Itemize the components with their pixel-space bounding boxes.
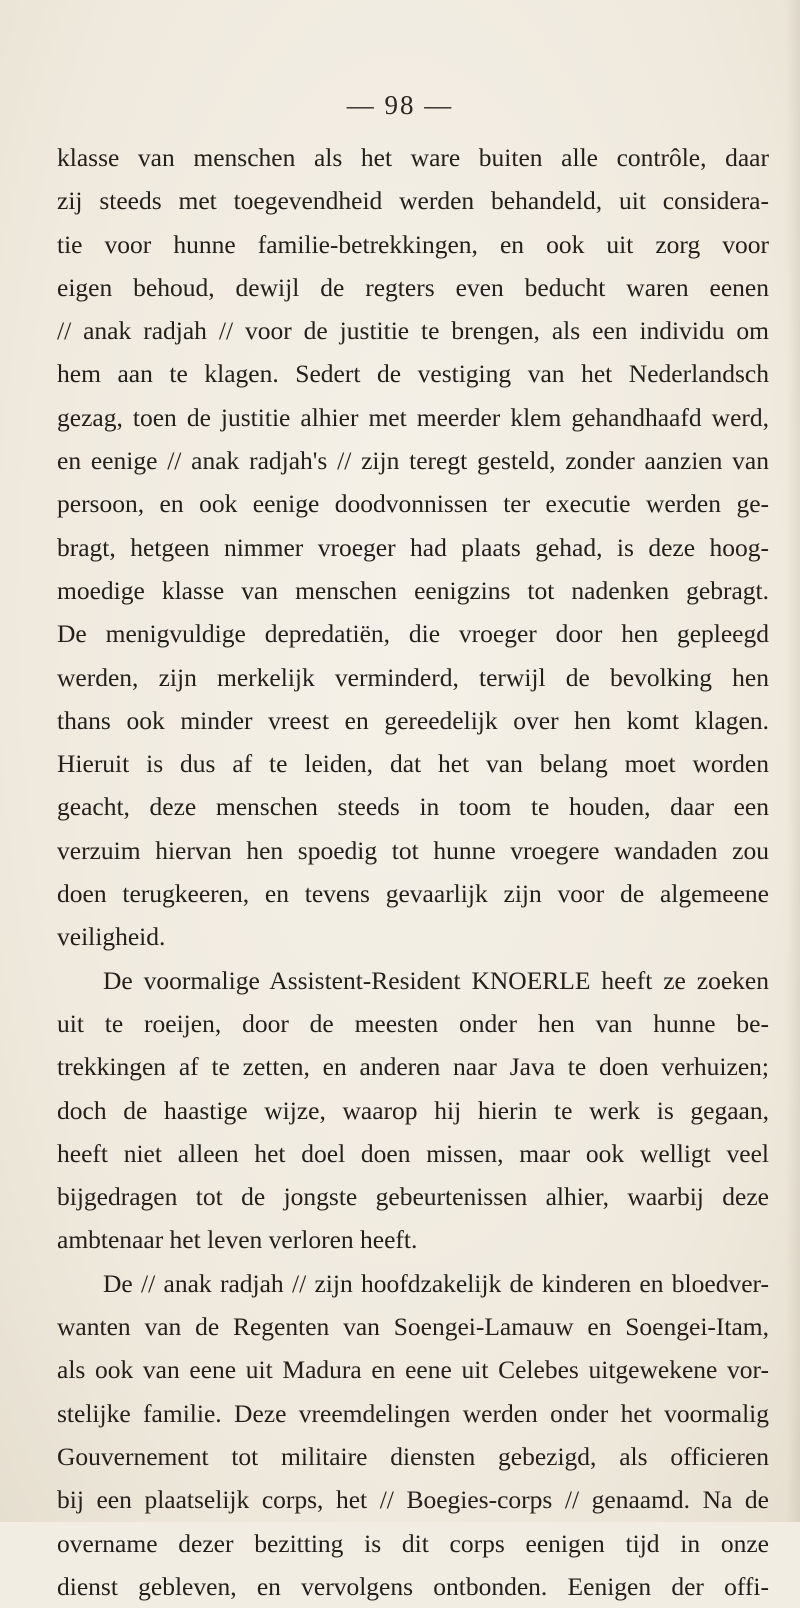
text-line: geacht, deze menschen steeds in toom te houden, daar een (57, 792, 769, 822)
text-line: bij een plaatselijk corps, het // Boegies-corps // genaamd. Na de (57, 1485, 769, 1515)
text-line: thans ook minder vreest en gereedelijk over hen komt klagen. (57, 705, 769, 735)
text-line: heeft niet alleen het doel doen missen, maar ook welligt veel (57, 1138, 769, 1168)
text-line: eigen behoud, dewijl de regters even beducht waren eenen (57, 272, 769, 302)
text-line: verzuim hiervan hen spoedig tot hunne vroegere wandaden zou (57, 835, 769, 865)
text-line: bijgedragen tot de jongste gebeurtenissen alhier, waarbij deze (57, 1182, 769, 1212)
text-line: ambtenaar het leven verloren heeft. (57, 1225, 418, 1255)
text-line: en eenige // anak radjah's // zijn teregt gesteld, zonder aanzien van (57, 446, 769, 476)
text-line: doch de haastige wijze, waarop hij hierin te werk is gegaan, (57, 1095, 769, 1125)
text-line: Gouvernement tot militaire diensten gebezigd, als officieren (57, 1441, 769, 1471)
text-line: als ook van eene uit Madura en eene uit Celebes uitgewekene vor- (57, 1355, 769, 1385)
text-line: De voormalige Assistent-Resident KNOERLE heeft ze zoeken (103, 965, 769, 995)
text-line: dienst gebleven, en vervolgens ontbonden. Eenigen der offi- (57, 1571, 769, 1601)
text-line: Hieruit is dus af te leiden, dat het van belang moet worden (57, 749, 769, 779)
body-text (57, 136, 769, 1608)
text-line: De // anak radjah // zijn hoofdzakelijk de kinderen en bloedver- (103, 1268, 769, 1298)
text-line: zij steeds met toegevendheid werden behandeld, uit considera- (57, 186, 769, 216)
text-line: trekkingen af te zetten, en anderen naar Java te doen verhuizen; (57, 1052, 769, 1082)
page-number: — 98 — (346, 90, 454, 120)
text-line: bragt, hetgeen nimmer vroeger had plaats gehad, is deze hoog- (57, 532, 769, 562)
text-line: persoon, en ook eenige doodvonnissen ter executie werden ge- (57, 489, 769, 519)
page-edge-shadow (786, 0, 800, 1522)
text-line: De menigvuldige depredatiën, die vroeger door hen gepleegd (57, 619, 769, 649)
text-line: werden, zijn merkelijk verminderd, terwijl de bevolking hen (57, 662, 769, 692)
text-line: overname dezer bezitting is dit corps eenigen tijd in onze (57, 1528, 769, 1558)
text-line: uit te roeijen, door de meesten onder hen van hunne be- (57, 1008, 769, 1038)
text-line: stelijke familie. Deze vreemdelingen werden onder het voormalig (57, 1398, 769, 1428)
text-line: veiligheid. (57, 922, 166, 952)
text-line: doen terugkeeren, en tevens gevaarlijk zijn voor de algemeene (57, 879, 769, 909)
text-line: gezag, toen de justitie alhier met meerder klem gehandhaafd werd, (57, 402, 769, 432)
text-line: klasse van menschen als het ware buiten alle contrôle, daar (57, 143, 769, 172)
text-line: hem aan te klagen. Sedert de vestiging van het Nederlandsch (57, 359, 769, 389)
text-line: tie voor hunne familie-betrekkingen, en ook uit zorg voor (57, 229, 769, 259)
text-line: // anak radjah // voor de justitie te brengen, als een individu om (57, 316, 769, 346)
text-line: wanten van de Regenten van Soengei-Lamauw en Soengei-Itam, (57, 1312, 769, 1342)
text-line: moedige klasse van menschen eenigzins tot nadenken gebragt. (57, 575, 769, 605)
